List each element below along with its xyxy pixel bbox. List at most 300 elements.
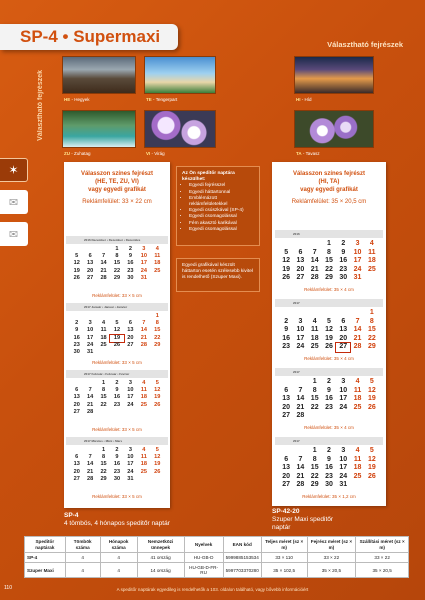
left-cal-day-cell: 17 <box>140 260 147 267</box>
photo-hid[interactable] <box>294 56 374 94</box>
right-cal-month-header <box>275 368 383 376</box>
left-cal-day-cell: 8 <box>155 320 159 327</box>
left-cal-day-cell: 22 <box>154 334 161 341</box>
page-number: 110 <box>4 585 12 591</box>
right-cal-day-cell: 22 <box>310 403 319 411</box>
left-cal-day-cell: 10 <box>127 387 134 394</box>
right-cal-day-cell: 6 <box>284 386 289 394</box>
left-cal-day-cell: 16 <box>113 461 121 468</box>
info-box-item: • Emblémázott reklámfelületekkel <box>189 196 254 208</box>
left-cal-day-cell: 29 <box>154 341 161 348</box>
left-cal-day-cell: 21 <box>87 468 94 475</box>
right-cal-day-cell: 6 <box>298 248 303 256</box>
left-cal-month-block <box>66 370 168 434</box>
right-cal-day-cell: 27 <box>282 481 291 489</box>
left-cal-day-cell <box>97 409 110 416</box>
left-cal-day-cell: 11 <box>100 327 107 334</box>
right-cal-day-cell: 16 <box>282 334 291 342</box>
photo-tengerpart[interactable] <box>144 56 216 94</box>
right-cal-day-cell: 24 <box>353 265 362 273</box>
right-cal-month-header <box>275 230 383 238</box>
left-cal-day-cell: 18 <box>140 461 147 468</box>
left-cal-day-cell: 17 <box>127 461 134 468</box>
left-cal-day-grid <box>70 380 164 416</box>
left-product-desc: 4 tömbös, 4 hónapos speditőr naptár <box>64 520 170 527</box>
right-cal-day-cell: 17 <box>353 257 362 265</box>
left-cal-day-cell: 26 <box>154 468 161 475</box>
right-card-line1: Válasszon színes fejrészt <box>292 171 366 177</box>
right-cal-day-cell: 27 <box>336 343 350 352</box>
left-cal-day-cell: 18 <box>100 334 107 341</box>
left-cal-day-cell: 13 <box>73 461 80 468</box>
left-cal-day-cell: 6 <box>128 320 132 327</box>
left-cal-day-cell: 16 <box>73 334 80 341</box>
right-cal-day-cell: 25 <box>367 265 376 273</box>
right-cal-day-cell: 11 <box>353 386 362 394</box>
left-cal-day-cell: 24 <box>140 267 147 274</box>
table-cell: 33 × 22 <box>356 553 409 563</box>
right-cal-day-cell: 16 <box>339 257 348 265</box>
right-cal-month-header <box>275 437 383 445</box>
table-row <box>25 553 409 563</box>
left-cal-day-cell <box>137 409 150 416</box>
left-cal-day-cell: 28 <box>87 408 94 415</box>
left-cal-day-cell: 20 <box>127 334 134 341</box>
table-cell: 35 × 102,5 <box>261 563 307 578</box>
table-row <box>25 563 409 578</box>
right-cal-day-grid <box>279 447 379 490</box>
right-cal-day-cell: 20 <box>339 334 348 342</box>
left-cal-day-cell: 5 <box>155 380 159 386</box>
right-cal-day-cell <box>279 309 293 318</box>
left-cal-day-cell: 1 <box>102 447 106 453</box>
right-cal-day-cell: 21 <box>296 403 305 411</box>
right-cal-day-cell: 4 <box>312 317 317 325</box>
left-cal-day-grid <box>70 447 164 483</box>
right-cal-day-cell: 1 <box>327 240 331 247</box>
left-cal-day-cell: 28 <box>87 475 94 482</box>
right-cal-day-cell: 8 <box>312 386 317 394</box>
left-cal-day-cell: 31 <box>127 475 134 482</box>
right-cal-day-cell: 30 <box>339 274 348 282</box>
right-cal-day-cell: 7 <box>298 386 303 394</box>
left-cal-day-cell: 11 <box>140 454 147 461</box>
right-cal-day-cell: 24 <box>339 403 348 411</box>
right-cal-day-cell <box>293 240 307 249</box>
right-cal-day-cell: 1 <box>312 378 317 385</box>
right-product-label <box>272 508 352 532</box>
right-cal-day-cell: 9 <box>327 455 331 463</box>
right-cal-ad-caption: Reklámfelület: 35 × 4 cm <box>304 287 354 292</box>
left-cal-day-cell: 2 <box>75 320 79 327</box>
left-card-line3: vagy egyedi grafikát <box>88 187 146 193</box>
table-cell: 41 ország <box>137 553 184 563</box>
right-card-line3: vagy egyedi grafikát <box>300 187 358 193</box>
left-cal-day-cell: 23 <box>113 468 121 475</box>
left-cal-month-header <box>66 303 168 311</box>
info-box <box>176 166 260 246</box>
right-cal-day-cell: 2 <box>327 447 331 454</box>
right-cal-day-cell: 7 <box>298 455 303 463</box>
right-cal-day-cell: 22 <box>310 472 319 480</box>
left-cal-day-cell: 18 <box>154 260 161 267</box>
right-cal-month-block <box>275 230 383 294</box>
left-cal-day-cell: 24 <box>87 341 94 348</box>
right-cal-day-cell: 15 <box>310 464 319 472</box>
left-cal-day-cell: 28 <box>140 341 147 348</box>
photo-caption-zuhatag: ZU - Zuhatag <box>64 151 91 156</box>
table-cell: 14 ország <box>137 563 184 578</box>
right-cal-day-cell: 14 <box>296 464 305 472</box>
right-cal-day-cell <box>322 412 336 421</box>
table-header: Hónapok száma <box>100 537 137 553</box>
photo-tavasz[interactable] <box>294 110 374 148</box>
info-box-2-text: Egyedi grafikával készült háttarton esetén szélesebb kivitel is rendelhető (Szuper Maxi). <box>182 263 253 281</box>
right-cal-day-cell: 4 <box>369 240 374 247</box>
left-cal-day-cell: 5 <box>115 320 119 327</box>
left-cal-day-cell: 13 <box>73 394 80 401</box>
left-cal-day-cell: 27 <box>87 274 94 281</box>
info-box-list <box>189 183 254 233</box>
right-cal-day-cell: 12 <box>282 257 291 265</box>
photo-virag[interactable] <box>144 110 216 148</box>
left-cal-day-cell <box>124 313 137 320</box>
right-cal-day-cell: 4 <box>355 378 360 385</box>
right-cal-day-cell: 16 <box>325 395 333 403</box>
right-cal-ad-caption: Reklámfelület: 35 × 1,2 cm <box>302 494 356 499</box>
left-cal-day-cell: 19 <box>154 394 161 401</box>
right-cal-day-cell: 6 <box>341 317 346 325</box>
photo-caption-tavasz: TA - Tavasz <box>296 151 320 156</box>
table-cell: Szuper Maxi <box>25 563 66 578</box>
left-cal-day-cell <box>97 313 110 320</box>
right-cal-day-cell <box>365 274 379 283</box>
right-cal-day-grid <box>279 378 379 421</box>
right-cal-day-cell: 18 <box>353 395 362 403</box>
left-cal-day-cell: 1 <box>102 380 106 386</box>
right-cal-day-cell: 1 <box>312 447 317 454</box>
right-card-line2: (HI, TA) <box>318 179 340 185</box>
left-cal-day-cell <box>124 409 137 416</box>
left-cal-month-header <box>66 236 168 244</box>
photo-caption-virag: VI - Virág <box>146 151 165 156</box>
tab-envelope-1[interactable] <box>0 190 28 214</box>
right-cal-day-cell <box>365 412 379 421</box>
info-box-item: • Egyedi csomagolással <box>189 227 254 233</box>
photo-caption-tengerpart: TE - Tengerpart <box>146 97 178 102</box>
table-cell: HU-GB-D-FR-RU <box>184 563 223 578</box>
right-cal-day-cell: 20 <box>282 403 291 411</box>
left-card-line1: Válasszon színes fejrészt <box>80 171 154 177</box>
right-cal-day-cell: 11 <box>353 455 362 463</box>
left-cal-ad-caption: Reklámfelület: 33 × 5 cm <box>92 293 142 298</box>
right-cal-day-cell: 5 <box>284 248 289 256</box>
right-cal-day-cell <box>293 378 307 387</box>
left-cal-day-cell: 15 <box>100 394 107 401</box>
left-product-code: SP-4 <box>64 512 79 519</box>
left-cal-day-cell: 14 <box>87 461 94 468</box>
right-cal-day-cell <box>308 240 322 249</box>
left-cal-day-cell: 18 <box>140 394 147 401</box>
right-cal-day-cell: 11 <box>311 326 319 334</box>
right-cal-ad-caption: Reklámfelület: 35 × 4 cm <box>304 356 354 361</box>
page-title: SP-4 • Supermaxi <box>20 27 161 46</box>
right-cal-day-cell <box>336 309 350 318</box>
right-cal-day-cell <box>322 309 336 318</box>
left-cal-day-cell: 2 <box>115 447 119 453</box>
right-cal-day-cell: 15 <box>367 326 376 334</box>
right-cal-month-block <box>275 368 383 432</box>
right-cal-day-cell: 19 <box>367 395 376 403</box>
right-cal-day-cell: 14 <box>296 395 305 403</box>
info-box-title: Az Ön speditőr naptára készülhet: <box>182 171 235 183</box>
table-header: Fejrész méret (sz × m) <box>307 537 356 553</box>
left-cal-day-cell: 16 <box>127 260 134 267</box>
right-cal-day-cell: 18 <box>367 257 376 265</box>
left-cal-day-cell <box>83 380 96 387</box>
right-cal-day-cell: 21 <box>353 334 362 342</box>
right-cal-day-cell <box>365 481 379 490</box>
left-cal-day-cell: 8 <box>102 387 106 394</box>
right-cal-day-cell: 4 <box>355 447 360 454</box>
left-cal-day-cell: 8 <box>102 454 106 461</box>
left-cal-day-cell <box>110 409 123 416</box>
left-cal-day-cell <box>110 313 123 320</box>
left-cal-day-cell: 23 <box>113 401 121 408</box>
star-icon: ✶ <box>8 163 19 177</box>
left-cal-day-cell: 3 <box>128 447 132 453</box>
photo-zuhatag[interactable] <box>62 110 136 148</box>
left-cal-day-cell: 6 <box>75 454 79 461</box>
left-cal-day-cell: 7 <box>142 320 146 327</box>
right-cal-day-cell: 3 <box>355 240 360 247</box>
right-cal-day-cell: 5 <box>369 378 374 385</box>
right-cal-day-cell: 10 <box>353 248 362 256</box>
left-cal-day-cell: 29 <box>113 274 121 281</box>
left-cal-day-cell: 31 <box>87 349 94 356</box>
left-cal-day-cell: 27 <box>73 408 80 415</box>
left-cal-day-cell: 4 <box>142 380 146 386</box>
right-cal-day-cell: 13 <box>339 326 348 334</box>
left-cal-day-cell: 6 <box>75 387 79 394</box>
left-cal-day-cell: 15 <box>113 260 121 267</box>
right-cal-day-cell <box>279 447 293 456</box>
right-cal-day-cell: 26 <box>367 403 376 411</box>
right-cal-day-cell: 2 <box>341 240 346 247</box>
right-cal-day-cell: 31 <box>353 274 362 282</box>
right-cal-day-cell: 6 <box>284 455 289 463</box>
info-box-item: • Egyedi csúszkával (SP-4) <box>189 208 254 214</box>
left-cal-day-cell: 5 <box>155 447 159 453</box>
left-cal-day-cell <box>124 349 137 356</box>
table-cell: 4 <box>65 563 100 578</box>
left-cal-day-grid <box>70 246 164 282</box>
right-cal-day-cell: 11 <box>368 248 376 256</box>
left-cal-day-cell <box>70 246 83 253</box>
left-cal-day-cell <box>137 476 150 483</box>
right-cal-day-cell: 23 <box>325 403 333 411</box>
table-header: Tömbök száma <box>65 537 100 553</box>
right-cal-day-cell: 25 <box>353 472 362 480</box>
left-cal-day-cell <box>151 409 164 416</box>
left-cal-day-cell <box>97 349 110 356</box>
left-cal-day-cell: 30 <box>73 349 80 356</box>
right-cal-day-cell: 25 <box>310 343 319 351</box>
right-cal-day-cell: 13 <box>296 257 305 265</box>
left-cal-day-cell: 24 <box>127 401 134 408</box>
right-cal-day-cell: 28 <box>353 343 362 351</box>
left-cal-day-cell <box>70 313 83 320</box>
left-cal-day-cell: 3 <box>128 380 132 386</box>
left-cal-day-cell: 7 <box>102 253 106 260</box>
right-cal-day-cell: 3 <box>341 378 346 385</box>
left-cal-day-cell: 12 <box>154 387 161 394</box>
right-cal-day-cell: 17 <box>339 464 348 472</box>
right-cal-day-cell: 8 <box>327 248 331 256</box>
left-cal-day-cell: 24 <box>127 468 134 475</box>
tab-envelope-2[interactable] <box>0 222 28 246</box>
left-cal-day-cell: 10 <box>87 327 94 334</box>
left-cal-month-header <box>66 437 168 445</box>
right-cal-day-cell: 14 <box>353 326 362 334</box>
left-cal-day-cell: 26 <box>73 274 80 281</box>
tab-star[interactable] <box>0 158 28 182</box>
right-cal-month-header <box>275 299 383 307</box>
right-cal-day-cell: 27 <box>282 412 291 420</box>
info-box-item: • Egyedi csomagolással <box>189 214 254 220</box>
right-cal-day-cell: 15 <box>310 395 319 403</box>
left-cal-day-cell: 22 <box>100 401 107 408</box>
right-cal-day-cell: 23 <box>339 265 348 273</box>
right-cal-day-cell: 18 <box>310 334 319 342</box>
right-cal-day-cell: 23 <box>282 343 291 351</box>
left-cal-day-cell: 15 <box>100 461 107 468</box>
left-cal-month-block <box>66 303 168 367</box>
left-cal-day-cell: 3 <box>88 320 92 327</box>
envelope-icon: ✉ <box>8 228 19 241</box>
left-cal-ad-caption: Reklámfelület: 33 × 5 cm <box>92 494 142 499</box>
left-cal-day-cell: 5 <box>75 253 79 260</box>
left-cal-day-cell: 10 <box>140 253 147 260</box>
right-cal-day-cell: 20 <box>282 472 291 480</box>
right-cal-day-cell: 13 <box>282 395 291 403</box>
right-cal-day-cell <box>350 481 364 490</box>
left-cal-day-cell: 27 <box>127 341 134 348</box>
left-cal-day-cell: 23 <box>127 267 134 274</box>
table-cell: 33 × 110 <box>261 553 307 563</box>
right-cal-month-caption: 2017 <box>293 439 300 443</box>
left-cal-day-cell <box>137 349 150 356</box>
right-cal-day-cell: 9 <box>341 248 346 256</box>
right-cal-day-cell: 3 <box>341 447 346 454</box>
right-cal-day-grid <box>279 309 379 352</box>
right-cal-ad-caption: Reklámfelület: 35 × 4 cm <box>304 425 354 430</box>
right-cal-day-cell: 8 <box>369 317 374 325</box>
left-cal-month-caption: 2017 Február • Februar • Février <box>84 372 130 376</box>
left-cal-month-block <box>66 236 168 300</box>
left-card-line2: (HE, TE, ZU, VI) <box>95 179 139 185</box>
left-cal-day-cell: 2 <box>115 380 119 386</box>
left-cal-day-cell: 31 <box>140 274 147 281</box>
left-cal-day-cell: 28 <box>100 274 107 281</box>
left-cal-day-cell: 25 <box>140 468 147 475</box>
right-cal-day-cell: 21 <box>310 265 319 273</box>
photo-caption-hid: HI - Híd <box>296 97 312 102</box>
table-header: Szállítási méret (sz × m) <box>356 537 409 553</box>
info-box-item: • Egyedi fejrésszel <box>189 183 254 189</box>
right-cal-day-cell <box>293 309 307 318</box>
table-cell: SP-4 <box>25 553 66 563</box>
right-card-ad-label: Reklámfelület: 35 × 20,5 cm <box>291 199 367 205</box>
left-cal-day-cell: 17 <box>127 394 134 401</box>
right-cal-day-cell: 31 <box>339 481 348 489</box>
left-cal-day-cell: 21 <box>100 267 107 274</box>
table-cell: 4 <box>100 553 137 563</box>
right-cal-day-cell: 12 <box>367 386 376 394</box>
left-cal-day-cell: 20 <box>73 401 80 408</box>
left-cal-day-cell: 6 <box>88 253 92 260</box>
left-cal-day-cell <box>70 380 83 387</box>
table-header: Nyelvek <box>184 537 223 553</box>
left-cal-day-cell: 8 <box>115 253 119 260</box>
left-cal-day-cell: 22 <box>100 468 107 475</box>
right-cal-day-cell: 19 <box>325 334 333 342</box>
right-cal-day-cell: 17 <box>339 395 348 403</box>
left-cal-day-cell <box>137 313 150 320</box>
left-cal-day-cell: 4 <box>142 447 146 453</box>
table-cell: 4 <box>65 553 100 563</box>
right-cal-day-cell: 10 <box>339 386 348 394</box>
right-product-desc: Szuper Maxi speditőr naptár <box>272 516 334 531</box>
right-cal-day-cell: 12 <box>325 326 333 334</box>
table-cell: HU-GB-D <box>184 553 223 563</box>
table-header: Nemzetközi ünnepek <box>137 537 184 553</box>
right-cal-day-cell <box>350 412 364 421</box>
left-cal-day-cell: 9 <box>128 253 132 260</box>
left-cal-day-cell: 11 <box>140 387 147 394</box>
left-cal-month-caption: 2017 Január • Januar • Janvier <box>84 305 128 309</box>
envelope-icon: ✉ <box>8 196 19 209</box>
right-cal-day-cell: 15 <box>325 257 333 265</box>
photo-hegyek[interactable] <box>62 56 136 94</box>
left-cal-day-cell <box>83 246 96 253</box>
left-cal-day-cell: 1 <box>155 313 159 319</box>
table-header: EAN kód <box>223 537 261 553</box>
left-cal-day-cell <box>83 447 96 454</box>
right-cal-day-cell: 24 <box>339 472 348 480</box>
left-cal-day-cell: 13 <box>127 327 134 334</box>
left-cal-day-cell: 22 <box>113 267 121 274</box>
left-cal-day-cell: 7 <box>88 454 92 461</box>
right-cal-day-cell: 17 <box>296 334 305 342</box>
left-cal-day-cell: 19 <box>110 335 123 342</box>
right-cal-day-cell: 29 <box>367 343 376 351</box>
left-cal-day-cell: 21 <box>87 401 94 408</box>
right-cal-day-cell <box>336 412 350 421</box>
left-cal-day-cell <box>110 349 123 356</box>
right-cal-day-cell: 25 <box>353 403 362 411</box>
left-cal-day-cell <box>83 313 96 320</box>
right-cal-day-cell: 7 <box>312 248 317 256</box>
right-cal-day-cell: 14 <box>310 257 319 265</box>
left-cal-day-grid <box>70 313 164 356</box>
left-cal-day-cell: 30 <box>113 475 121 482</box>
left-cal-day-cell <box>97 246 110 253</box>
left-cal-day-cell: 21 <box>140 334 147 341</box>
left-cal-day-cell: 12 <box>113 327 121 334</box>
right-cal-day-cell: 9 <box>327 386 331 394</box>
right-cal-day-cell <box>350 309 364 318</box>
